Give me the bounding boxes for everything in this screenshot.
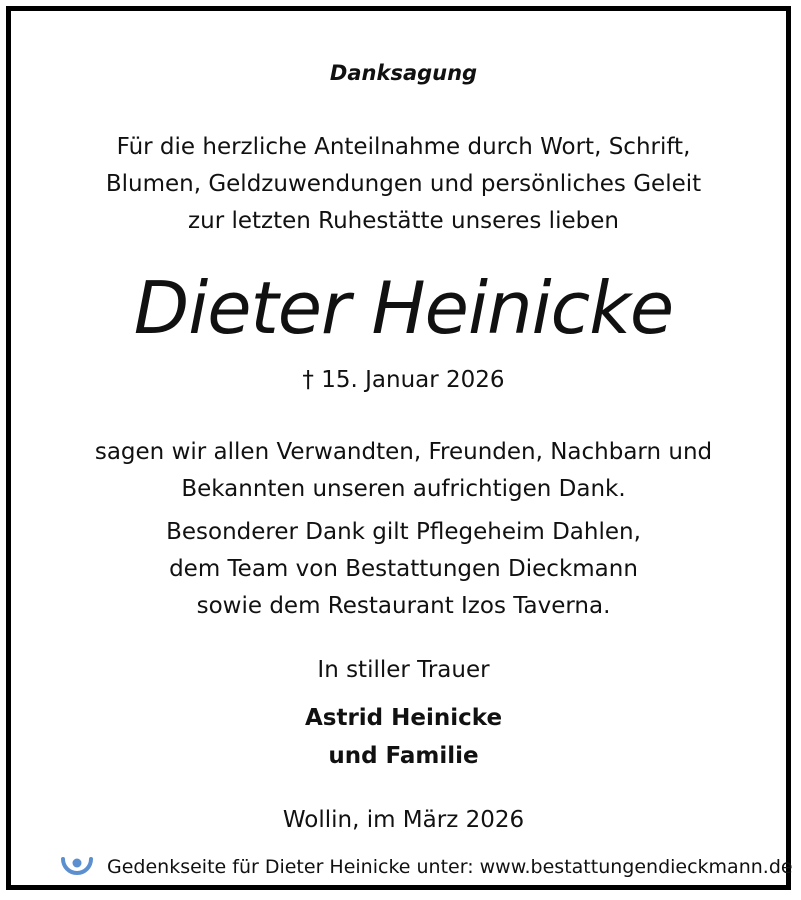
family-line: Astrid Heinicke (304, 705, 503, 731)
thanks-line: Bekannten unseren aufrichtigen Dank. (181, 476, 626, 502)
notice-heading: Danksagung (329, 61, 478, 85)
family-line: und Familie (328, 743, 479, 769)
memorial-footer (59, 849, 793, 885)
notice-frame (6, 6, 791, 890)
place-date: Wollin, im März 2026 (282, 807, 525, 833)
deceased-name: Dieter Heinicke (133, 266, 674, 350)
death-date: † 15. Januar 2026 (302, 367, 505, 393)
thanks-text (11, 434, 796, 508)
special-thanks-line: sowie dem Restaurant Izos Taverna. (196, 593, 611, 619)
mourning-text: In stiller Trauer (317, 657, 490, 683)
special-thanks-line: dem Team von Bestattungen Dieckmann (169, 556, 638, 582)
intro-line: zur letzten Ruhestätte unseres lieben (188, 208, 619, 234)
family-signature (11, 699, 796, 775)
intro-text (11, 129, 796, 240)
special-thanks-line: Besonderer Dank gilt Pflegeheim Dahlen, (166, 519, 641, 545)
intro-line: Blumen, Geldzuwendungen und persönliches Geleit (105, 171, 702, 197)
thanks-line: sagen wir allen Verwandten, Freunden, Nachbarn und (94, 439, 713, 465)
intro-line: Für die herzliche Anteilnahme durch Wort, Schrift, (116, 134, 691, 160)
bestattungen-dieckmann-logo-icon (59, 849, 95, 885)
memorial-page-link[interactable]: Gedenkseite für Dieter Heinicke unter: www.bestattungendieckmann.de (107, 856, 793, 878)
special-thanks-text (11, 514, 796, 625)
